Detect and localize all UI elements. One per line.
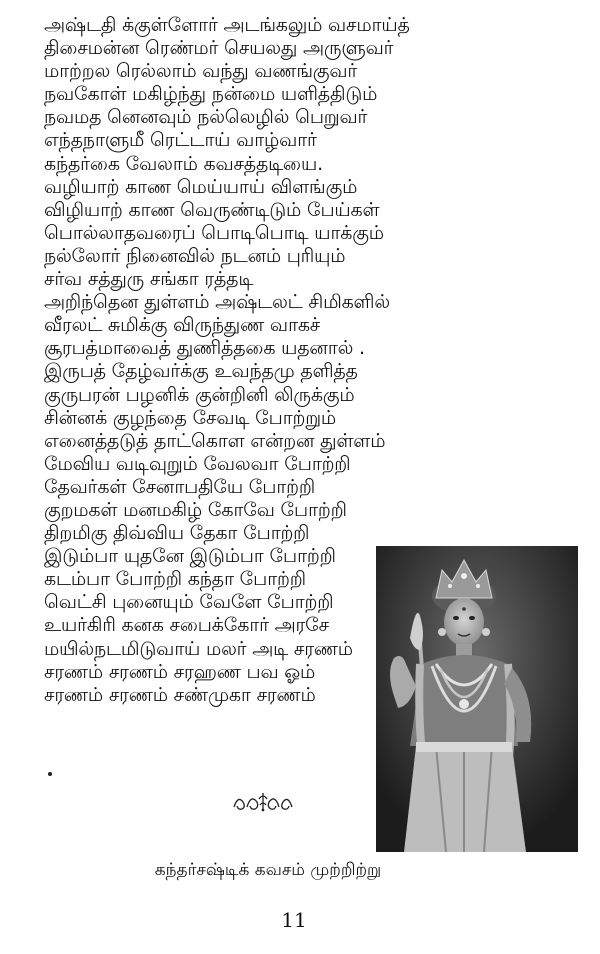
verse-line: சர்வ சத்துரு சங்கா ரத்தடி <box>44 268 254 291</box>
dot-mark <box>48 772 52 776</box>
verse-line: வழியாற் காண மெய்யாய் விளங்கும் <box>44 175 358 198</box>
floral-ornament-icon <box>230 790 296 812</box>
verse-line: பொல்லாதவரைப் பொடிபொடி யாக்கும் <box>44 221 384 244</box>
verse-line: கடம்பா போற்றி கந்தா போற்றி <box>44 568 306 591</box>
verse-line: வீரலட் சுமிக்கு விருந்துண வாகச் <box>44 314 321 337</box>
page-number: 11 <box>281 908 307 932</box>
verse-line: எனைத்தடுத் தாட்கொள என்றன துள்ளம் <box>44 429 386 452</box>
verse-line: குருபரன் பழனிக் குன்றினி லிருக்கும் <box>44 383 355 406</box>
verse-line: சூரபத்மாவைத் துணித்தகை யதனால் . <box>44 337 365 360</box>
verse-line: விழியாற் காண வெருண்டிடும் பேய்கள் <box>44 198 380 221</box>
verse-line: சரணம் சரணம் சண்முகா சரணம் <box>44 683 316 706</box>
verse-line: கந்தர்கை வேலாம் கவசத்தடியை. <box>44 152 323 175</box>
verse-line: அறிந்தென துள்ளம் அஷ்டலட் சிமிகளில் <box>44 291 390 314</box>
verse-line: சரணம் சரணம் சரஹண பவ ஓம் <box>44 660 316 683</box>
verse-line: திறமிகு திவ்விய தேகா போற்றி <box>44 522 310 545</box>
verse-line: இடும்பா யுதனே இடும்பா போற்றி <box>44 545 336 568</box>
verse-line: நல்லோர் நினைவில் நடனம் புரியும் <box>44 244 346 267</box>
verse-line: இருபத் தேழ்வர்க்கு உவந்தமு தளித்த <box>44 360 358 383</box>
verse-line: அஷ்டதி க்குள்ளோர் அடங்கலும் வசமாய்த் <box>44 14 410 36</box>
verse-line: திசைமன்ன ரெண்மர் செயலது அருளுவர் <box>44 37 394 60</box>
murugan-portrait <box>376 546 578 852</box>
closing-title: கந்தர்சஷ்டிக் கவசம் முற்றிற்று <box>154 860 382 880</box>
verse-line: மேவிய வடிவுறும் வேலவா போற்றி <box>44 452 351 475</box>
verse-line: மயில்நடமிடுவாய் மலர் அடி சரணம் <box>44 637 353 660</box>
verse-line: வெட்சி புனையும் வேளே போற்றி <box>44 591 334 614</box>
verse-line: உயர்கிரி கனக சபைக்கோர் அரசே <box>44 614 329 637</box>
verse-line: எந்தநாளுமீ ரெட்டாய் வாழ்வார் <box>44 129 317 152</box>
verse-line: மாற்றல ரெல்லாம் வந்து வணங்குவர் <box>44 60 358 83</box>
verse-line: தேவர்கள் சேனாபதியே போற்றி <box>44 475 316 498</box>
verse-line: நவகோள் மகிழ்ந்து நன்மை யளித்திடும் <box>44 83 378 106</box>
verse-line: குறமகள் மனமகிழ் கோவே போற்றி <box>44 498 347 521</box>
verse-line: சின்னக் குழந்தை சேவடி போற்றும் <box>44 406 336 429</box>
verse-line: நவமத னெனவும் நல்லெழில் பெறுவர் <box>44 106 368 129</box>
